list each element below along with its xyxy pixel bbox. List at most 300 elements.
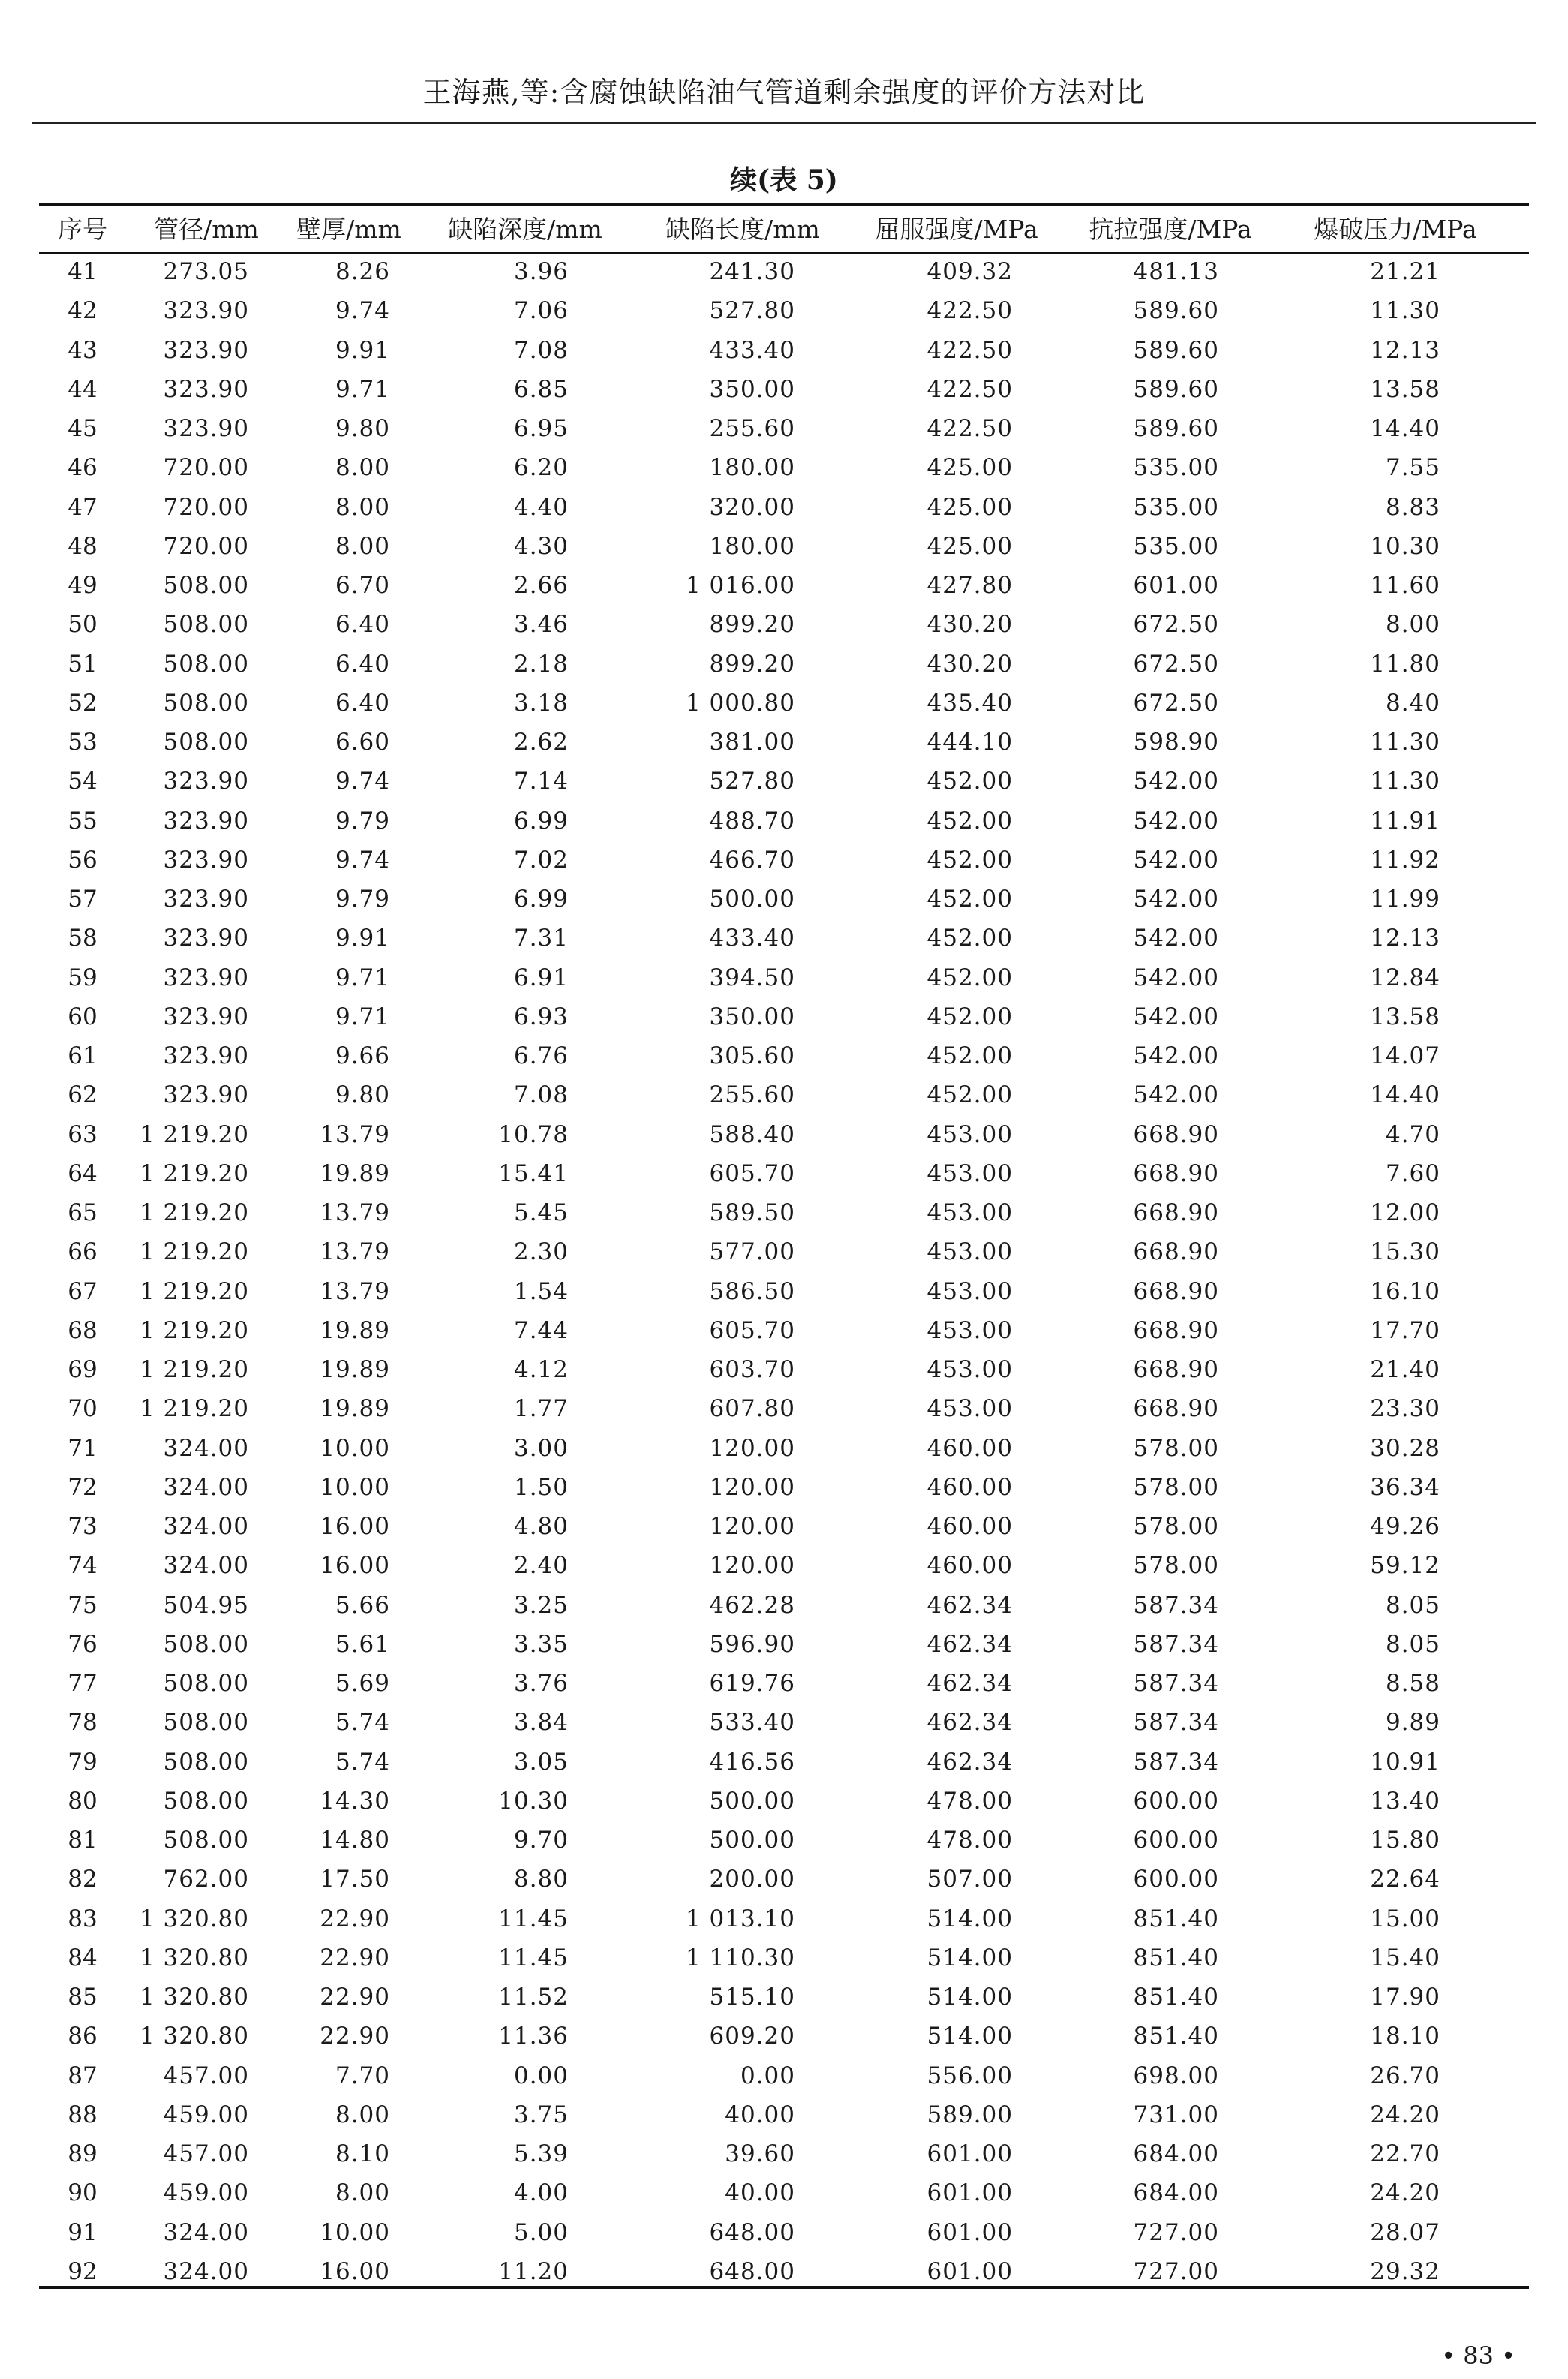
cell-tensile-strength: 668.90 — [1133, 1395, 1219, 1423]
table-row — [0, 1586, 1568, 1625]
table-row — [0, 252, 1568, 291]
cell-wall-thickness: 8.00 — [335, 2101, 390, 2128]
cell-defect-depth: 7.31 — [513, 925, 569, 952]
cell-diameter: 1 219.20 — [139, 1238, 249, 1266]
table-row — [0, 1977, 1568, 2017]
cell-yield-strength: 462.34 — [927, 1670, 1013, 1697]
cell-defect-length: 466.70 — [709, 846, 795, 874]
cell-defect-depth: 1.77 — [513, 1395, 569, 1423]
cell-index: 74 — [68, 1552, 98, 1580]
cell-tensile-strength: 668.90 — [1133, 1316, 1219, 1344]
cell-wall-thickness: 22.90 — [320, 2023, 390, 2050]
cell-defect-length: 120.00 — [709, 1552, 795, 1580]
cell-yield-strength: 478.00 — [927, 1827, 1013, 1854]
cell-tensile-strength: 668.90 — [1133, 1159, 1219, 1187]
table-row — [0, 2095, 1568, 2134]
cell-defect-length: 200.00 — [709, 1866, 795, 1893]
cell-burst-pressure: 9.89 — [1385, 1709, 1440, 1737]
cell-defect-depth: 1.50 — [513, 1473, 569, 1501]
cell-diameter: 720.00 — [163, 532, 249, 560]
cell-defect-length: 305.60 — [709, 1042, 795, 1069]
cell-yield-strength: 452.00 — [927, 1003, 1013, 1030]
cell-wall-thickness: 9.91 — [335, 925, 390, 952]
table-row — [0, 1272, 1568, 1311]
cell-burst-pressure: 13.58 — [1370, 375, 1440, 403]
table-row — [0, 1075, 1568, 1114]
cell-burst-pressure: 24.20 — [1370, 2101, 1440, 2128]
cell-wall-thickness: 9.79 — [335, 807, 390, 835]
cell-wall-thickness: 7.70 — [335, 2062, 390, 2089]
column-header-wall-thickness: 壁厚/mm — [296, 215, 401, 244]
cell-tensile-strength: 684.00 — [1133, 2179, 1219, 2207]
cell-tensile-strength: 600.00 — [1133, 1866, 1219, 1893]
table-row — [0, 527, 1568, 566]
cell-index: 84 — [68, 1944, 98, 1971]
header-rule — [32, 122, 1536, 124]
cell-burst-pressure: 8.58 — [1385, 1670, 1440, 1697]
cell-defect-length: 586.50 — [709, 1277, 795, 1305]
cell-defect-depth: 3.75 — [513, 2101, 569, 2128]
cell-yield-strength: 425.00 — [927, 493, 1013, 521]
cell-tensile-strength: 587.34 — [1133, 1630, 1219, 1658]
cell-yield-strength: 478.00 — [927, 1787, 1013, 1815]
cell-burst-pressure: 15.80 — [1370, 1827, 1440, 1854]
cell-defect-depth: 4.30 — [513, 532, 569, 560]
cell-yield-strength: 462.34 — [927, 1748, 1013, 1776]
table-row — [0, 2173, 1568, 2212]
cell-yield-strength: 427.80 — [927, 572, 1013, 599]
cell-defect-depth: 4.12 — [513, 1356, 569, 1383]
cell-tensile-strength: 668.90 — [1133, 1356, 1219, 1383]
cell-defect-depth: 5.39 — [513, 2140, 569, 2167]
cell-burst-pressure: 21.21 — [1370, 258, 1440, 285]
cell-burst-pressure: 8.05 — [1385, 1630, 1440, 1658]
cell-yield-strength: 462.34 — [927, 1591, 1013, 1619]
cell-index: 81 — [68, 1827, 98, 1854]
cell-tensile-strength: 535.00 — [1133, 493, 1219, 521]
table-row — [0, 1860, 1568, 1899]
cell-diameter: 1 219.20 — [139, 1316, 249, 1344]
cell-yield-strength: 453.00 — [927, 1120, 1013, 1148]
cell-defect-depth: 1.54 — [513, 1277, 569, 1305]
cell-diameter: 323.90 — [163, 1081, 249, 1109]
cell-defect-length: 320.00 — [709, 493, 795, 521]
cell-wall-thickness: 19.89 — [320, 1316, 390, 1344]
cell-yield-strength: 452.00 — [927, 846, 1013, 874]
cell-yield-strength: 425.00 — [927, 454, 1013, 482]
cell-diameter: 762.00 — [163, 1866, 249, 1893]
cell-diameter: 1 219.20 — [139, 1395, 249, 1423]
cell-defect-depth: 7.08 — [513, 1081, 569, 1109]
cell-defect-depth: 11.45 — [498, 1944, 569, 1971]
cell-yield-strength: 556.00 — [927, 2062, 1013, 2089]
cell-defect-depth: 3.96 — [513, 258, 569, 285]
cell-tensile-strength: 600.00 — [1133, 1787, 1219, 1815]
cell-wall-thickness: 10.00 — [320, 2218, 390, 2246]
cell-wall-thickness: 13.79 — [320, 1199, 390, 1226]
cell-yield-strength: 514.00 — [927, 2023, 1013, 2050]
cell-yield-strength: 430.20 — [927, 611, 1013, 639]
cell-diameter: 459.00 — [163, 2101, 249, 2128]
table-row — [0, 1468, 1568, 1507]
cell-index: 76 — [68, 1630, 98, 1658]
table-row — [0, 645, 1568, 684]
cell-diameter: 323.90 — [163, 1003, 249, 1030]
cell-defect-depth: 8.80 — [513, 1866, 569, 1893]
cell-diameter: 508.00 — [163, 611, 249, 639]
cell-defect-depth: 6.76 — [513, 1042, 569, 1069]
cell-defect-length: 648.00 — [709, 2257, 795, 2285]
cell-defect-depth: 6.95 — [513, 415, 569, 442]
table-row — [0, 1899, 1568, 1938]
cell-burst-pressure: 7.60 — [1385, 1159, 1440, 1187]
cell-index: 64 — [68, 1159, 98, 1187]
cell-burst-pressure: 22.70 — [1370, 2140, 1440, 2167]
cell-index: 67 — [68, 1277, 98, 1305]
cell-defect-length: 120.00 — [709, 1513, 795, 1540]
cell-wall-thickness: 6.40 — [335, 650, 390, 678]
cell-defect-depth: 3.76 — [513, 1670, 569, 1697]
cell-yield-strength: 601.00 — [927, 2179, 1013, 2207]
cell-index: 48 — [68, 532, 98, 560]
table-row — [0, 2252, 1568, 2291]
cell-tensile-strength: 727.00 — [1133, 2218, 1219, 2246]
cell-wall-thickness: 5.74 — [335, 1709, 390, 1737]
cell-tensile-strength: 542.00 — [1133, 846, 1219, 874]
cell-yield-strength: 453.00 — [927, 1356, 1013, 1383]
cell-burst-pressure: 14.40 — [1370, 1081, 1440, 1109]
cell-burst-pressure: 18.10 — [1370, 2023, 1440, 2050]
cell-burst-pressure: 49.26 — [1370, 1513, 1440, 1540]
cell-index: 47 — [68, 493, 98, 521]
cell-diameter: 323.90 — [163, 964, 249, 991]
cell-defect-length: 500.00 — [709, 886, 795, 913]
cell-yield-strength: 452.00 — [927, 807, 1013, 835]
cell-index: 73 — [68, 1513, 98, 1540]
cell-yield-strength: 422.50 — [927, 297, 1013, 325]
cell-defect-length: 40.00 — [725, 2101, 795, 2128]
cell-defect-length: 596.90 — [709, 1630, 795, 1658]
cell-yield-strength: 430.20 — [927, 650, 1013, 678]
cell-wall-thickness: 10.00 — [320, 1434, 390, 1462]
cell-burst-pressure: 12.13 — [1370, 925, 1440, 952]
cell-diameter: 457.00 — [163, 2140, 249, 2167]
cell-defect-length: 500.00 — [709, 1827, 795, 1854]
cell-wall-thickness: 8.26 — [335, 258, 390, 285]
table-row — [0, 291, 1568, 330]
cell-diameter: 508.00 — [163, 572, 249, 599]
cell-defect-length: 1 013.10 — [685, 1905, 795, 1932]
table-row — [0, 841, 1568, 880]
cell-wall-thickness: 9.74 — [335, 846, 390, 874]
cell-defect-length: 462.28 — [709, 1591, 795, 1619]
cell-defect-length: 381.00 — [709, 729, 795, 756]
cell-yield-strength: 601.00 — [927, 2218, 1013, 2246]
table-row — [0, 919, 1568, 958]
cell-defect-depth: 7.44 — [513, 1316, 569, 1344]
cell-defect-length: 607.80 — [709, 1395, 795, 1423]
cell-index: 41 — [68, 258, 98, 285]
table-row — [0, 605, 1568, 644]
cell-tensile-strength: 668.90 — [1133, 1277, 1219, 1305]
cell-burst-pressure: 7.55 — [1385, 454, 1440, 482]
table-row — [0, 448, 1568, 487]
cell-burst-pressure: 15.40 — [1370, 1944, 1440, 1971]
cell-burst-pressure: 14.40 — [1370, 415, 1440, 442]
cell-burst-pressure: 8.83 — [1385, 493, 1440, 521]
cell-defect-length: 577.00 — [709, 1238, 795, 1266]
cell-yield-strength: 452.00 — [927, 886, 1013, 913]
table-row — [0, 958, 1568, 997]
cell-index: 66 — [68, 1238, 98, 1266]
cell-wall-thickness: 14.30 — [320, 1787, 390, 1815]
cell-defect-depth: 2.30 — [513, 1238, 569, 1266]
cell-wall-thickness: 6.40 — [335, 689, 390, 717]
cell-defect-depth: 2.40 — [513, 1552, 569, 1580]
cell-burst-pressure: 11.91 — [1370, 807, 1440, 835]
cell-diameter: 323.90 — [163, 297, 249, 325]
cell-defect-depth: 3.84 — [513, 1709, 569, 1737]
cell-index: 69 — [68, 1356, 98, 1383]
cell-burst-pressure: 11.60 — [1370, 572, 1440, 599]
cell-burst-pressure: 12.00 — [1370, 1199, 1440, 1226]
cell-index: 55 — [68, 807, 98, 835]
cell-diameter: 323.90 — [163, 925, 249, 952]
cell-wall-thickness: 9.74 — [335, 768, 390, 796]
cell-index: 43 — [68, 336, 98, 364]
cell-diameter: 508.00 — [163, 729, 249, 756]
cell-defect-length: 515.10 — [709, 1984, 795, 2011]
cell-burst-pressure: 28.07 — [1370, 2218, 1440, 2246]
table-row — [0, 1154, 1568, 1193]
cell-defect-length: 40.00 — [725, 2179, 795, 2207]
cell-defect-depth: 3.18 — [513, 689, 569, 717]
cell-wall-thickness: 5.66 — [335, 1591, 390, 1619]
cell-tensile-strength: 542.00 — [1133, 925, 1219, 952]
cell-burst-pressure: 16.10 — [1370, 1277, 1440, 1305]
cell-yield-strength: 462.34 — [927, 1709, 1013, 1737]
cell-index: 89 — [68, 2140, 98, 2167]
cell-defect-depth: 11.20 — [498, 2257, 569, 2285]
cell-index: 68 — [68, 1316, 98, 1344]
cell-wall-thickness: 16.00 — [320, 1552, 390, 1580]
cell-index: 77 — [68, 1670, 98, 1697]
table-row — [0, 802, 1568, 841]
cell-yield-strength: 589.00 — [927, 2101, 1013, 2128]
cell-defect-depth: 3.00 — [513, 1434, 569, 1462]
cell-tensile-strength: 542.00 — [1133, 1003, 1219, 1030]
cell-burst-pressure: 22.64 — [1370, 1866, 1440, 1893]
cell-yield-strength: 601.00 — [927, 2257, 1013, 2285]
cell-wall-thickness: 9.79 — [335, 886, 390, 913]
column-header-yield-strength: 屈服强度/MPa — [875, 215, 1038, 244]
cell-burst-pressure: 21.40 — [1370, 1356, 1440, 1383]
cell-index: 70 — [68, 1395, 98, 1423]
cell-yield-strength: 435.40 — [927, 689, 1013, 717]
cell-yield-strength: 453.00 — [927, 1395, 1013, 1423]
cell-wall-thickness: 5.74 — [335, 1748, 390, 1776]
cell-burst-pressure: 11.30 — [1370, 768, 1440, 796]
cell-tensile-strength: 587.34 — [1133, 1748, 1219, 1776]
cell-burst-pressure: 15.30 — [1370, 1238, 1440, 1266]
cell-wall-thickness: 6.40 — [335, 611, 390, 639]
cell-burst-pressure: 11.80 — [1370, 650, 1440, 678]
cell-burst-pressure: 11.30 — [1370, 729, 1440, 756]
cell-burst-pressure: 8.05 — [1385, 1591, 1440, 1619]
cell-defect-depth: 10.78 — [498, 1120, 569, 1148]
cell-defect-depth: 2.66 — [513, 572, 569, 599]
cell-tensile-strength: 589.60 — [1133, 297, 1219, 325]
cell-yield-strength: 422.50 — [927, 375, 1013, 403]
cell-tensile-strength: 851.40 — [1133, 1944, 1219, 1971]
cell-index: 91 — [68, 2218, 98, 2246]
cell-defect-depth: 4.80 — [513, 1513, 569, 1540]
cell-defect-depth: 7.06 — [513, 297, 569, 325]
cell-defect-depth: 6.99 — [513, 886, 569, 913]
cell-defect-length: 255.60 — [709, 415, 795, 442]
cell-yield-strength: 453.00 — [927, 1199, 1013, 1226]
cell-defect-length: 255.60 — [709, 1081, 795, 1109]
cell-defect-depth: 5.45 — [513, 1199, 569, 1226]
cell-defect-depth: 11.45 — [498, 1905, 569, 1932]
cell-tensile-strength: 698.00 — [1133, 2062, 1219, 2089]
cell-defect-depth: 15.41 — [498, 1159, 569, 1187]
cell-defect-length: 0.00 — [740, 2062, 795, 2089]
cell-defect-length: 609.20 — [709, 2023, 795, 2050]
cell-defect-length: 619.76 — [709, 1670, 795, 1697]
cell-defect-depth: 4.40 — [513, 493, 569, 521]
cell-index: 78 — [68, 1709, 98, 1737]
cell-tensile-strength: 598.90 — [1133, 729, 1219, 756]
cell-diameter: 324.00 — [163, 1434, 249, 1462]
cell-diameter: 323.90 — [163, 768, 249, 796]
cell-diameter: 324.00 — [163, 2218, 249, 2246]
cell-index: 86 — [68, 2023, 98, 2050]
cell-wall-thickness: 6.60 — [335, 729, 390, 756]
cell-defect-length: 589.50 — [709, 1199, 795, 1226]
cell-index: 53 — [68, 729, 98, 756]
cell-diameter: 323.90 — [163, 1042, 249, 1069]
cell-index: 82 — [68, 1866, 98, 1893]
cell-diameter: 324.00 — [163, 1473, 249, 1501]
cell-diameter: 1 320.80 — [139, 2023, 249, 2050]
cell-wall-thickness: 19.89 — [320, 1395, 390, 1423]
cell-defect-length: 1 000.80 — [685, 689, 795, 717]
cell-diameter: 720.00 — [163, 493, 249, 521]
cell-defect-length: 899.20 — [709, 650, 795, 678]
cell-wall-thickness: 9.71 — [335, 375, 390, 403]
cell-wall-thickness: 6.70 — [335, 572, 390, 599]
cell-tensile-strength: 672.50 — [1133, 689, 1219, 717]
table-row — [0, 1193, 1568, 1232]
table-row — [0, 1782, 1568, 1821]
cell-index: 79 — [68, 1748, 98, 1776]
cell-diameter: 1 219.20 — [139, 1159, 249, 1187]
cell-yield-strength: 453.00 — [927, 1316, 1013, 1344]
cell-diameter: 457.00 — [163, 2062, 249, 2089]
cell-defect-depth: 6.91 — [513, 964, 569, 991]
cell-burst-pressure: 10.91 — [1370, 1748, 1440, 1776]
cell-yield-strength: 452.00 — [927, 1042, 1013, 1069]
cell-wall-thickness: 9.80 — [335, 415, 390, 442]
cell-diameter: 323.90 — [163, 846, 249, 874]
cell-defect-length: 648.00 — [709, 2218, 795, 2246]
cell-wall-thickness: 13.79 — [320, 1120, 390, 1148]
cell-tensile-strength: 481.13 — [1133, 258, 1219, 285]
cell-wall-thickness: 9.74 — [335, 297, 390, 325]
cell-tensile-strength: 672.50 — [1133, 650, 1219, 678]
cell-defect-depth: 6.93 — [513, 1003, 569, 1030]
cell-tensile-strength: 600.00 — [1133, 1827, 1219, 1854]
cell-defect-length: 350.00 — [709, 1003, 795, 1030]
cell-defect-depth: 7.14 — [513, 768, 569, 796]
table-top-rule — [39, 203, 1529, 206]
cell-defect-length: 1 016.00 — [685, 572, 795, 599]
cell-burst-pressure: 17.90 — [1370, 1984, 1440, 2011]
cell-yield-strength: 444.10 — [927, 729, 1013, 756]
cell-defect-length: 533.40 — [709, 1709, 795, 1737]
cell-index: 71 — [68, 1434, 98, 1462]
table-row — [0, 723, 1568, 762]
column-header-defect-length: 缺陷长度/mm — [665, 215, 820, 244]
cell-diameter: 508.00 — [163, 1787, 249, 1815]
cell-yield-strength: 462.34 — [927, 1630, 1013, 1658]
table-row — [0, 488, 1568, 527]
cell-index: 92 — [68, 2257, 98, 2285]
cell-yield-strength: 460.00 — [927, 1473, 1013, 1501]
cell-index: 61 — [68, 1042, 98, 1069]
cell-burst-pressure: 11.30 — [1370, 297, 1440, 325]
cell-burst-pressure: 11.92 — [1370, 846, 1440, 874]
table-row — [0, 2134, 1568, 2173]
cell-tensile-strength: 672.50 — [1133, 611, 1219, 639]
cell-defect-length: 433.40 — [709, 925, 795, 952]
cell-index: 87 — [68, 2062, 98, 2089]
cell-yield-strength: 514.00 — [927, 1905, 1013, 1932]
column-header-diameter: 管径/mm — [154, 215, 259, 244]
cell-tensile-strength: 589.60 — [1133, 415, 1219, 442]
table-row — [0, 1821, 1568, 1860]
cell-tensile-strength: 542.00 — [1133, 1081, 1219, 1109]
table-title: 续(表 5) — [730, 164, 838, 196]
table-row — [0, 566, 1568, 605]
cell-defect-depth: 3.05 — [513, 1748, 569, 1776]
cell-burst-pressure: 13.40 — [1370, 1787, 1440, 1815]
cell-tensile-strength: 727.00 — [1133, 2257, 1219, 2285]
cell-burst-pressure: 15.00 — [1370, 1905, 1440, 1932]
cell-index: 44 — [68, 375, 98, 403]
cell-wall-thickness: 17.50 — [320, 1866, 390, 1893]
table-row — [0, 1232, 1568, 1271]
cell-index: 54 — [68, 768, 98, 796]
cell-tensile-strength: 668.90 — [1133, 1199, 1219, 1226]
cell-index: 42 — [68, 297, 98, 325]
cell-defect-length: 500.00 — [709, 1787, 795, 1815]
table-row — [0, 1350, 1568, 1389]
cell-index: 62 — [68, 1081, 98, 1109]
cell-diameter: 324.00 — [163, 1552, 249, 1580]
table-row — [0, 997, 1568, 1036]
cell-index: 75 — [68, 1591, 98, 1619]
cell-index: 65 — [68, 1199, 98, 1226]
cell-defect-length: 1 110.30 — [685, 1944, 795, 1971]
cell-index: 63 — [68, 1120, 98, 1148]
cell-burst-pressure: 4.70 — [1385, 1120, 1440, 1148]
cell-index: 51 — [68, 650, 98, 678]
cell-defect-depth: 3.46 — [513, 611, 569, 639]
cell-defect-depth: 4.00 — [513, 2179, 569, 2207]
cell-tensile-strength: 731.00 — [1133, 2101, 1219, 2128]
